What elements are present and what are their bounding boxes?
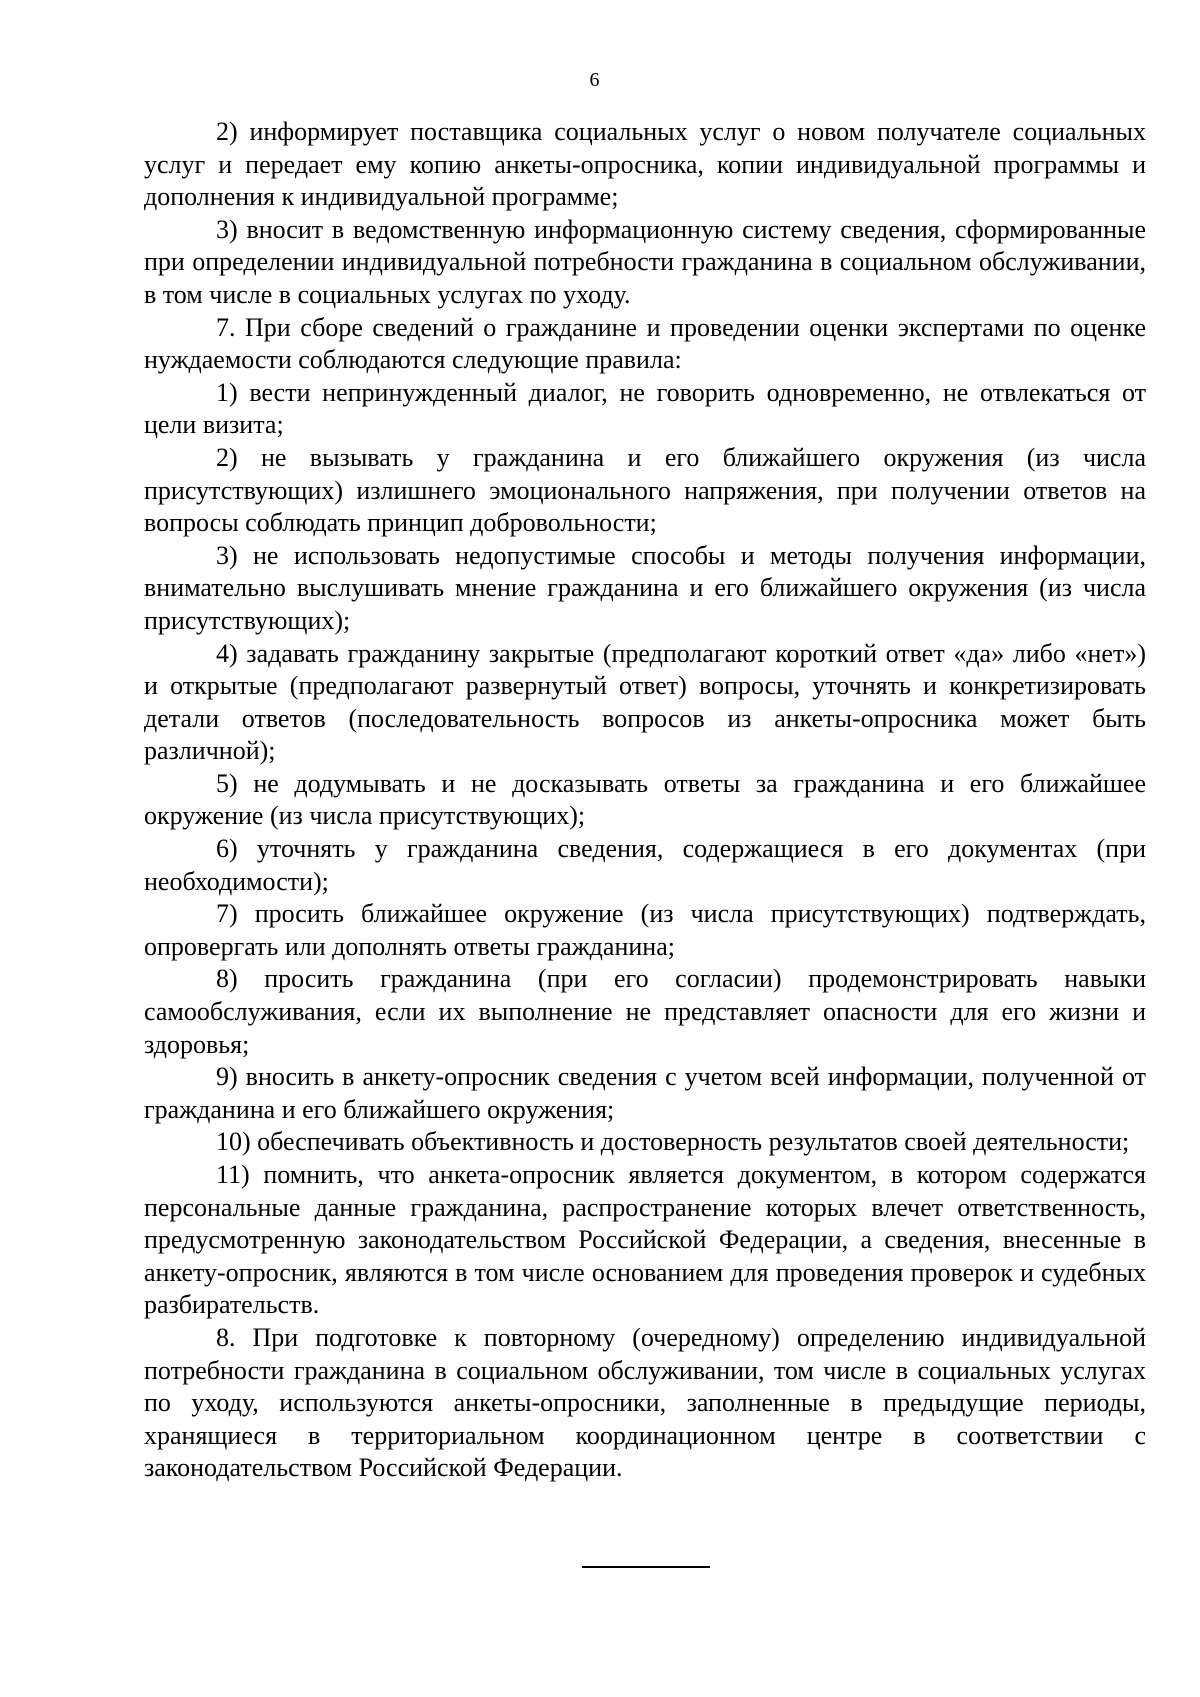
page-number: 6	[589, 69, 600, 91]
list-item-2-inform-provider: 2) информирует поставщика социальных услуг о новом получателе социальных услуг и передает ему копию анкеты-опросника, копии индивидуальной программы и дополнения к индивидуальной программе;	[144, 117, 1146, 212]
rule-1-dialogue: 1) вести непринужденный диалог, не говорить одновременно, не отвлекаться от цели визита;	[144, 377, 1146, 440]
rule-9-record-info: 9) вносить в анкету-опросник сведения с учетом всей информации, полученной от гражданина и его ближайшего окружения;	[144, 1062, 1146, 1124]
rule-11-personal-data: 11) помнить, что анкета-опросник является документом, в котором содержатся персональные данные гражданина, распространение которых влечет ответственность, предусмотренную законодательством Российской Федерации, а сведения, внесенные в анкету-опросник, являются в том числе основанием для проведения проверок и судебных разбирательств.	[144, 1160, 1146, 1320]
clause-8-repeat-assessment: 8. При подготовке к повторному (очередному) определению индивидуальной потребности гражданина в социальном обслуживании, том числе в социальных услугах по уходу, используются анкеты-опросники, заполненные в предыдущие периоды, хранящиеся в территориальном координационном центре в соответствии с законодательством Российской Федерации.	[144, 1322, 1146, 1483]
list-item-3-enter-system: 3) вносит в ведомственную информационную систему сведения, сформированные при определении индивидуальной потребности гражданина в социальном обслуживании, в том числе в социальных услугах по уходу.	[144, 214, 1146, 309]
rule-7-confirm-answers: 7) просить ближайшее окружение (из числа присутствующих) подтверждать, опровергать или дополнять ответы гражданина;	[144, 899, 1146, 961]
rule-3-methods: 3) не использовать недопустимые способы и методы получения информации, внимательно выслушивать мнение гражданина и его ближайшего окружения (из числа присутствующих);	[144, 540, 1146, 635]
rule-4-questions: 4) задавать гражданину закрытые (предполагают короткий ответ «да» либо «нет») и открытые (предполагают развернутый ответ) вопросы, уточнять и конкретизировать детали ответов (последовательность вопросов из анкеты-опросника может быть различной);	[144, 638, 1146, 766]
rule-8-demonstrate-skills: 8) просить гражданина (при его согласии) продемонстрировать навыки самообслуживания, если их выполнение не представляет опасности для его жизни и здоровья;	[144, 964, 1146, 1059]
rule-5-no-guessing: 5) не додумывать и не досказывать ответы за гражданина и его ближайшее окружение (из числа присутствующих);	[144, 768, 1146, 831]
rule-6-verify-documents: 6) уточнять у гражданина сведения, содержащиеся в его документах (при необходимости);	[144, 834, 1146, 896]
clause-7-rules-intro: 7. При сборе сведений о гражданине и проведении оценки экспертами по оценке нуждаемости соблюдаются следующие правила:	[144, 312, 1146, 375]
rule-10-objectivity: 10) обеспечивать объективность и достоверность результатов своей деятельности;	[216, 1127, 1130, 1157]
rule-2-no-tension: 2) не вызывать у гражданина и его ближайшего окружения (из числа присутствующих) излишнего эмоционального напряжения, при получении ответов на вопросы соблюдать принцип добровольности;	[144, 442, 1146, 538]
end-of-document-rule	[582, 1566, 710, 1568]
document-body	[144, 116, 1146, 1485]
